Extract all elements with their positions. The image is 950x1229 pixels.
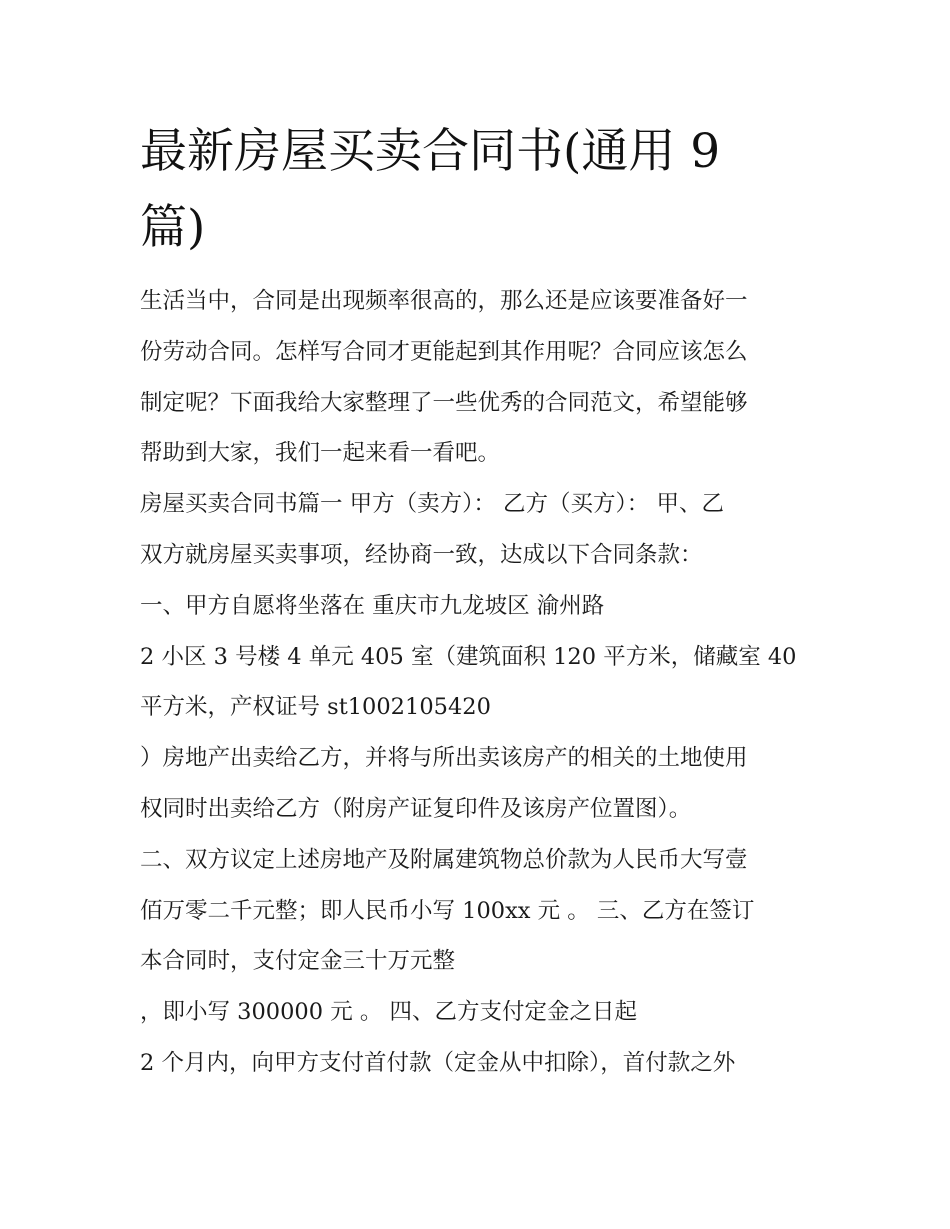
document-title [140,114,820,266]
text-line: 制定呢？下面我给大家整理了一些优秀的合同范文，希望能够 [140,389,748,416]
text-line: 平方米，产权证号 st1002105420 [140,694,491,721]
document-body [140,276,820,1089]
text-line: 一、甲方自愿将坐落在 重庆市九龙坡区 渝州路 [140,592,605,619]
title-line: 最新房屋买卖合同书(通用 9 [140,124,721,179]
text-line: 2 小区 3 号楼 4 单元 405 室（建筑面积 120 平方米，储藏室 40 [140,643,797,670]
text-line: 双方就房屋买卖事项，经协商一致，达成以下合同条款： [140,541,703,568]
text-line: 份劳动合同。怎样写合同才更能起到其作用呢？合同应该怎么 [140,338,748,365]
text-line: 房屋买卖合同书篇一 甲方（卖方）： 乙方（买方）： 甲、乙 [140,491,724,518]
text-line: 二、双方议定上述房地产及附属建筑物总价款为人民币大写壹 [140,846,748,873]
text-line: 帮助到大家，我们一起来看一看吧。 [140,440,501,467]
text-line: 佰万零二千元整；即人民币小写 100xx 元 。 三、乙方在签订 [140,897,755,924]
text-line: ）房地产出卖给乙方，并将与所出卖该房产的相关的土地使用 [140,745,748,772]
text-line: 本合同时，支付定金三十万元整 [140,948,456,975]
text-line: 权同时出卖给乙方（附房产证复印件及该房产位置图）。 [140,795,692,822]
text-line: 生活当中，合同是出现频率很高的，那么还是应该要准备好一 [140,288,748,314]
title-line: 篇) [140,200,206,255]
text-line: ，即小写 300000 元 。 四、乙方支付定金之日起 [140,999,638,1026]
text-line: 2 个月内，向甲方支付首付款（定金从中扣除），首付款之外 [140,1049,736,1076]
